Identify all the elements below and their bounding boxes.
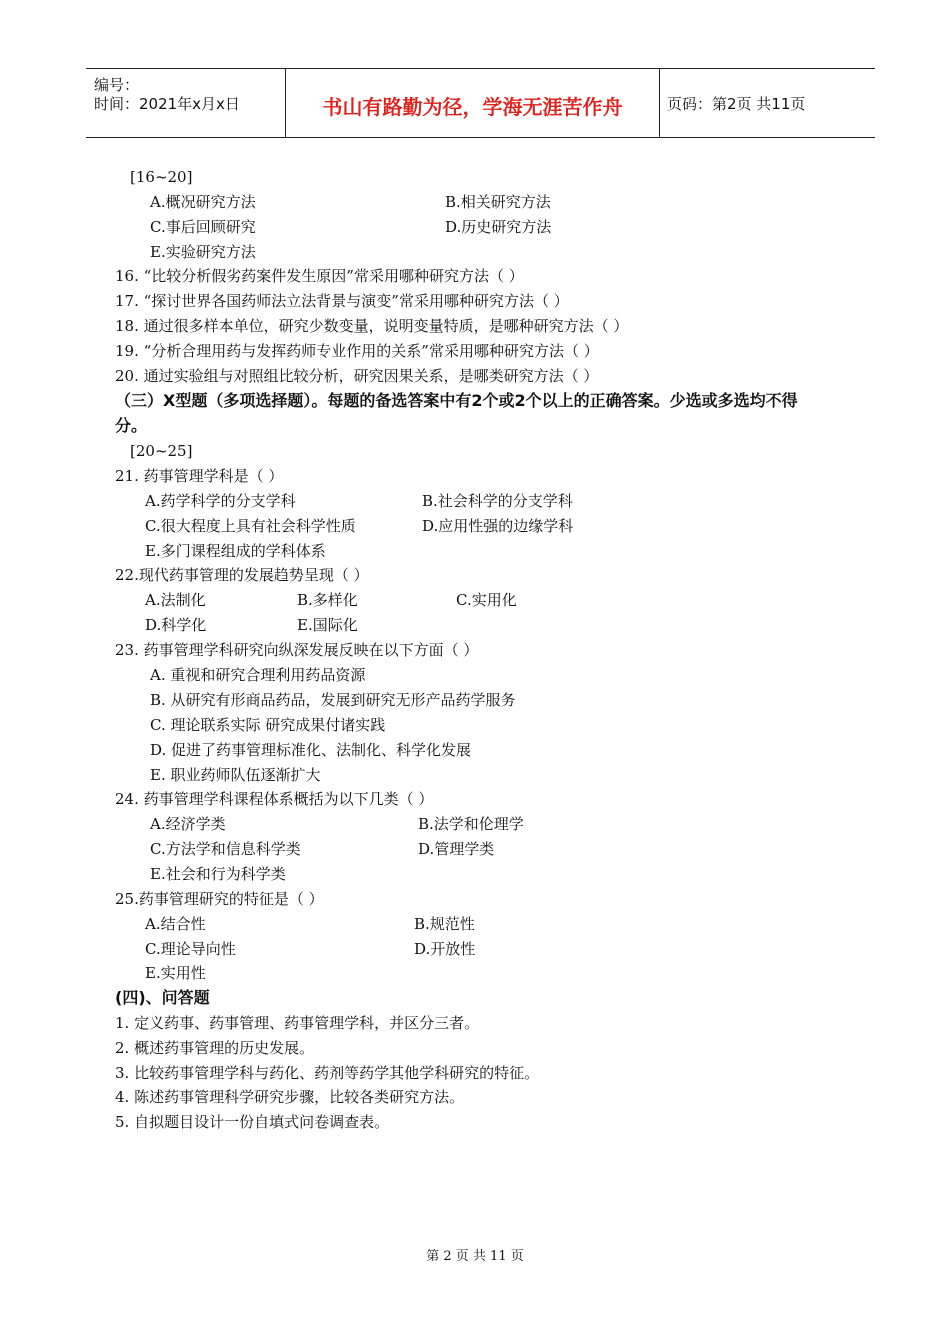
essay-question-3: 3. 比较药事管理学科与药化、药剂等药学其他学科研究的特征。 bbox=[115, 1064, 540, 1082]
header-left-cell bbox=[86, 69, 285, 137]
q24-option-c: C.方法学和信息科学类 bbox=[150, 840, 301, 858]
q22-option-b: B.多样化 bbox=[297, 591, 358, 609]
page-label: 页码：第2页 共11页 bbox=[667, 95, 806, 113]
essay-question-1: 1. 定义药事、药事管理、药事管理学科，并区分三者。 bbox=[115, 1014, 480, 1032]
q22-option-e: E.国际化 bbox=[297, 616, 358, 634]
q21-option-c: C.很大程度上具有社会科学性质 bbox=[145, 517, 356, 535]
q23-option-a: A. 重视和研究合理利用药品资源 bbox=[150, 666, 366, 684]
essay-question-5: 5. 自拟题目设计一份自填式问卷调查表。 bbox=[115, 1113, 390, 1131]
section-c-heading: （三）X型题（多项选择题）。每题的备选答案中有2个或2个以上的正确答案。少选或多选均不得 bbox=[115, 391, 798, 410]
motto: 书山有路勤为径，学海无涯苦作舟 bbox=[322, 95, 623, 119]
q23-option-c: C. 理论联系实际 研究成果付诸实践 bbox=[150, 716, 386, 734]
q25-option-b: B.规范性 bbox=[414, 915, 475, 933]
time-label: 时间：2021年x月x日 bbox=[94, 95, 240, 113]
q23-option-d: D. 促进了药事管理标准化、法制化、科学化发展 bbox=[150, 741, 472, 759]
header-right-cell bbox=[659, 69, 875, 137]
essay-question-4: 4. 陈述药事管理科学研究步骤，比较各类研究方法。 bbox=[115, 1088, 465, 1106]
question-19: 19. “分析合理用药与发挥药师专业作用的关系”常采用哪种研究方法（ ） bbox=[115, 342, 599, 360]
q22-option-c: C.实用化 bbox=[456, 591, 517, 609]
q25-option-c: C.理论导向性 bbox=[145, 940, 236, 958]
q22-option-a: A.法制化 bbox=[145, 591, 206, 609]
range-20-25: [20~25] bbox=[130, 442, 193, 460]
q24-option-d: D.管理学类 bbox=[418, 840, 495, 858]
document-header bbox=[86, 68, 875, 138]
q21-option-a: A.药学科学的分支学科 bbox=[145, 492, 296, 510]
q23-option-e: E. 职业药师队伍逐渐扩大 bbox=[150, 766, 321, 784]
q24-option-e: E.社会和行为科学类 bbox=[150, 865, 286, 883]
q21-option-b: B.社会科学的分支学科 bbox=[422, 492, 573, 510]
range-16-20: [16~20] bbox=[130, 168, 193, 186]
option-d: D.历史研究方法 bbox=[445, 218, 552, 236]
option-c: C.事后回顾研究 bbox=[150, 218, 256, 236]
option-b: B.相关研究方法 bbox=[445, 193, 551, 211]
q25-option-a: A.结合性 bbox=[145, 915, 206, 933]
section-c-heading-cont: 分。 bbox=[115, 416, 148, 435]
question-24: 24. 药事管理学科课程体系概括为以下几类（ ） bbox=[115, 790, 434, 808]
question-20: 20. 通过实验组与对照组比较分析，研究因果关系，是哪类研究方法（ ） bbox=[115, 367, 599, 385]
q25-option-d: D.开放性 bbox=[414, 940, 476, 958]
number-label: 编号： bbox=[94, 76, 140, 94]
header-middle-cell bbox=[285, 69, 660, 137]
question-21: 21. 药事管理学科是（ ） bbox=[115, 467, 284, 485]
q21-option-d: D.应用性强的边缘学科 bbox=[422, 517, 574, 535]
q25-option-e: E.实用性 bbox=[145, 964, 206, 982]
question-17: 17. “探讨世界各国药师法立法背景与演变”常采用哪种研究方法（ ） bbox=[115, 292, 569, 310]
option-a: A.概况研究方法 bbox=[150, 193, 256, 211]
page-footer: 第 2 页 共 11 页 bbox=[426, 1249, 524, 1264]
question-23: 23. 药事管理学科研究向纵深发展反映在以下方面（ ） bbox=[115, 641, 479, 659]
question-16: 16. “比较分析假劣药案件发生原因”常采用哪种研究方法（ ） bbox=[115, 267, 524, 285]
question-18: 18. 通过很多样本单位，研究少数变量，说明变量特质，是哪种研究方法（ ） bbox=[115, 317, 629, 335]
q22-option-d: D.科学化 bbox=[145, 616, 207, 634]
essay-question-2: 2. 概述药事管理的历史发展。 bbox=[115, 1039, 315, 1057]
option-e: E.实验研究方法 bbox=[150, 243, 256, 261]
question-22: 22.现代药事管理的发展趋势呈现（ ） bbox=[115, 566, 369, 584]
section-d-heading: (四)、问答题 bbox=[115, 988, 210, 1007]
q24-option-b: B.法学和伦理学 bbox=[418, 815, 524, 833]
q23-option-b: B. 从研究有形商品药品，发展到研究无形产品药学服务 bbox=[150, 691, 516, 709]
q21-option-e: E.多门课程组成的学科体系 bbox=[145, 542, 326, 560]
question-25: 25.药事管理研究的特征是（ ） bbox=[115, 890, 324, 908]
q24-option-a: A.经济学类 bbox=[150, 815, 226, 833]
